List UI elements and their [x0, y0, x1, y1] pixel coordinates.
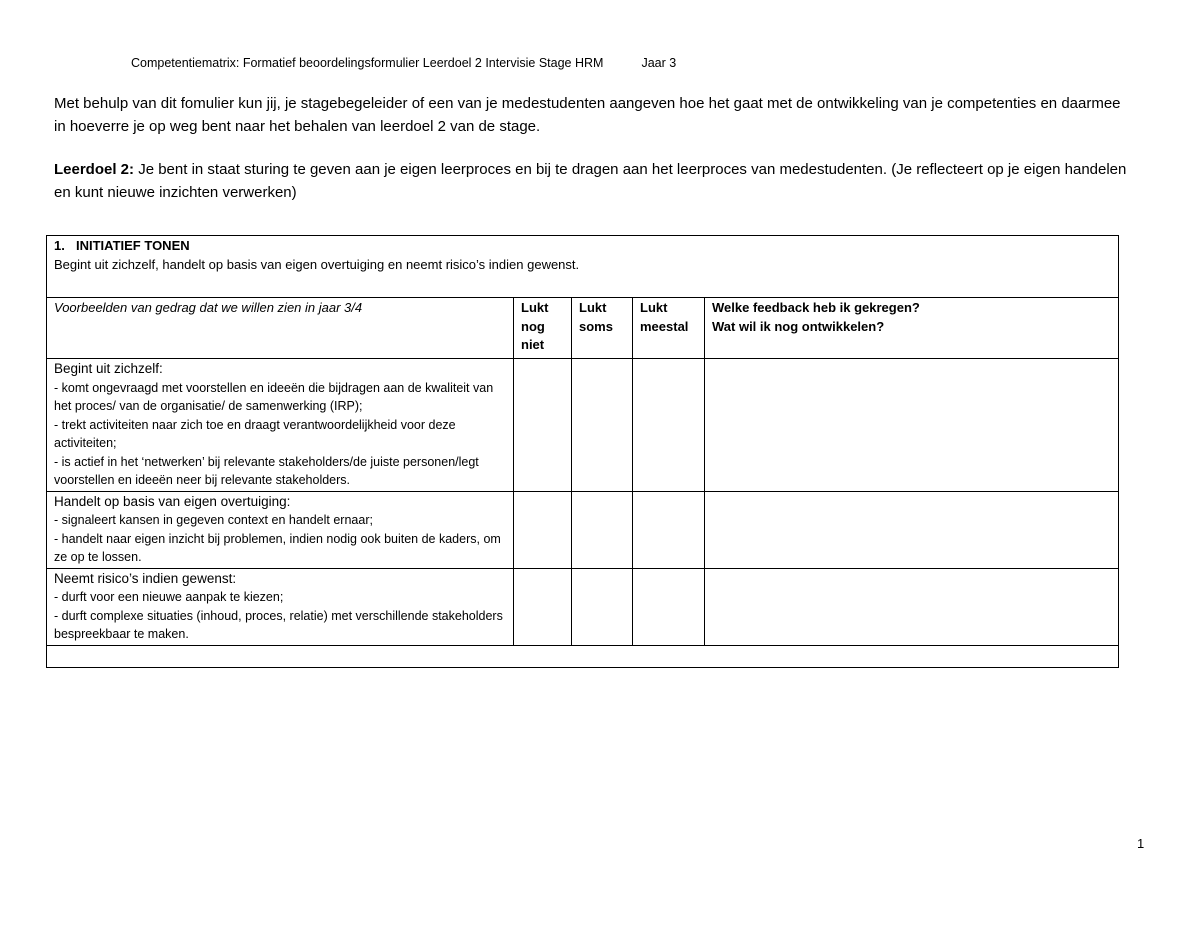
header-title: Competentiematrix: Formatief beoordelingsformulier Leerdoel 2 Intervisie Stage HRM: [131, 56, 604, 70]
behaviour-cell: [47, 568, 514, 645]
competency-number: 1.: [54, 238, 65, 253]
feedback-input-cell[interactable]: [705, 491, 1119, 568]
feedback-input-cell[interactable]: [705, 568, 1119, 645]
competency-description: Begint uit zichzelf, handelt op basis van eigen overtuiging en neemt risico’s indien gewenst.: [54, 256, 580, 272]
feedback-input-cell[interactable]: [705, 359, 1119, 492]
intro-paragraph: Met behulp van dit fomulier kun jij, je stagebegeleider of een van je medestudenten aangeven hoe het gaat met de ontwikkeling van je competenties en daarmee in hoeverre je op weg bent naar het behalen van leerdoel 2 van de stage.: [54, 95, 1121, 135]
behaviour-heading: Begint uit zichzelf:: [54, 361, 163, 376]
header-year: Jaar 3: [641, 56, 677, 70]
not-yet-column-header: Lukt nog niet: [514, 298, 572, 359]
mostly-column-header: Lukt meestal: [633, 298, 705, 359]
behaviour-item: - durft complexe situaties (inhoud, proces, relatie) met verschillende stakeholders bespreekbaar te maken.: [54, 608, 503, 641]
learning-goal-label: Leerdoel 2:: [54, 161, 135, 178]
behaviour-item: - trekt activiteiten naar zich toe en draagt verantwoordelijkheid voor deze activiteiten;: [54, 417, 456, 450]
page-number: 1: [1137, 836, 1145, 851]
learning-goal-text: Je bent in staat sturing te geven aan je eigen leerproces en bij te dragen aan het leerproces van medestudenten. (Je reflecteert op je eigen handelen en kunt nieuwe inzichten verwerken): [54, 161, 1127, 201]
competency-title-text: INITIATIEF TONEN: [76, 238, 190, 253]
behaviour-item: - durft voor een nieuwe aanpak te kiezen;: [54, 590, 284, 604]
examples-column-header: Voorbeelden van gedrag dat we willen zien in jaar 3/4: [47, 298, 514, 359]
column-header-row: [47, 298, 1119, 359]
mostly-input-cell[interactable]: [633, 568, 705, 645]
mostly-input-cell[interactable]: [633, 359, 705, 492]
behaviour-heading: Handelt op basis van eigen overtuiging:: [54, 493, 291, 509]
competency-row: [47, 236, 1119, 298]
behaviour-cell: [47, 359, 514, 492]
behaviour-item: - signaleert kansen in gegeven context en handelt ernaar;: [54, 513, 373, 527]
not-yet-input-cell[interactable]: [514, 359, 572, 492]
not-yet-input-cell[interactable]: [514, 568, 572, 645]
behaviour-heading: Neemt risico’s indien gewenst:: [54, 570, 237, 586]
sometimes-input-cell[interactable]: [572, 568, 633, 645]
sometimes-column-header: Lukt soms: [572, 298, 633, 359]
sometimes-input-cell[interactable]: [572, 491, 633, 568]
feedback-header-line-1: Welke feedback heb ik gekregen?: [712, 300, 920, 315]
behaviour-row: [47, 568, 1119, 645]
page-header: [131, 56, 676, 70]
learning-goal: [54, 158, 1134, 204]
behaviour-item: - is actief in het ‘netwerken’ bij relevante stakeholders/de juiste personen/legt voorstellen en ideeën neer bij relevante stakeholders.: [54, 454, 479, 487]
feedback-column-header: [705, 298, 1119, 359]
competency-cell: [47, 236, 1119, 298]
behaviour-cell: [47, 491, 514, 568]
empty-tail-cell: [47, 645, 1119, 667]
feedback-header-line-2: Wat wil ik nog ontwikkelen?: [712, 318, 885, 334]
competency-title: [54, 237, 1111, 256]
mostly-input-cell[interactable]: [633, 491, 705, 568]
competency-matrix-table: [46, 235, 1119, 668]
behaviour-row: [47, 491, 1119, 568]
empty-tail-row: [47, 645, 1119, 667]
behaviour-row: [47, 359, 1119, 492]
sometimes-input-cell[interactable]: [572, 359, 633, 492]
not-yet-input-cell[interactable]: [514, 491, 572, 568]
behaviour-item: - komt ongevraagd met voorstellen en ideeën die bijdragen aan de kwaliteit van het proces/ van de organisatie/ de samenwerking (IRP);: [54, 380, 494, 413]
behaviour-item: - handelt naar eigen inzicht bij problemen, indien nodig ook buiten de kaders, om ze op te lossen.: [54, 531, 501, 564]
